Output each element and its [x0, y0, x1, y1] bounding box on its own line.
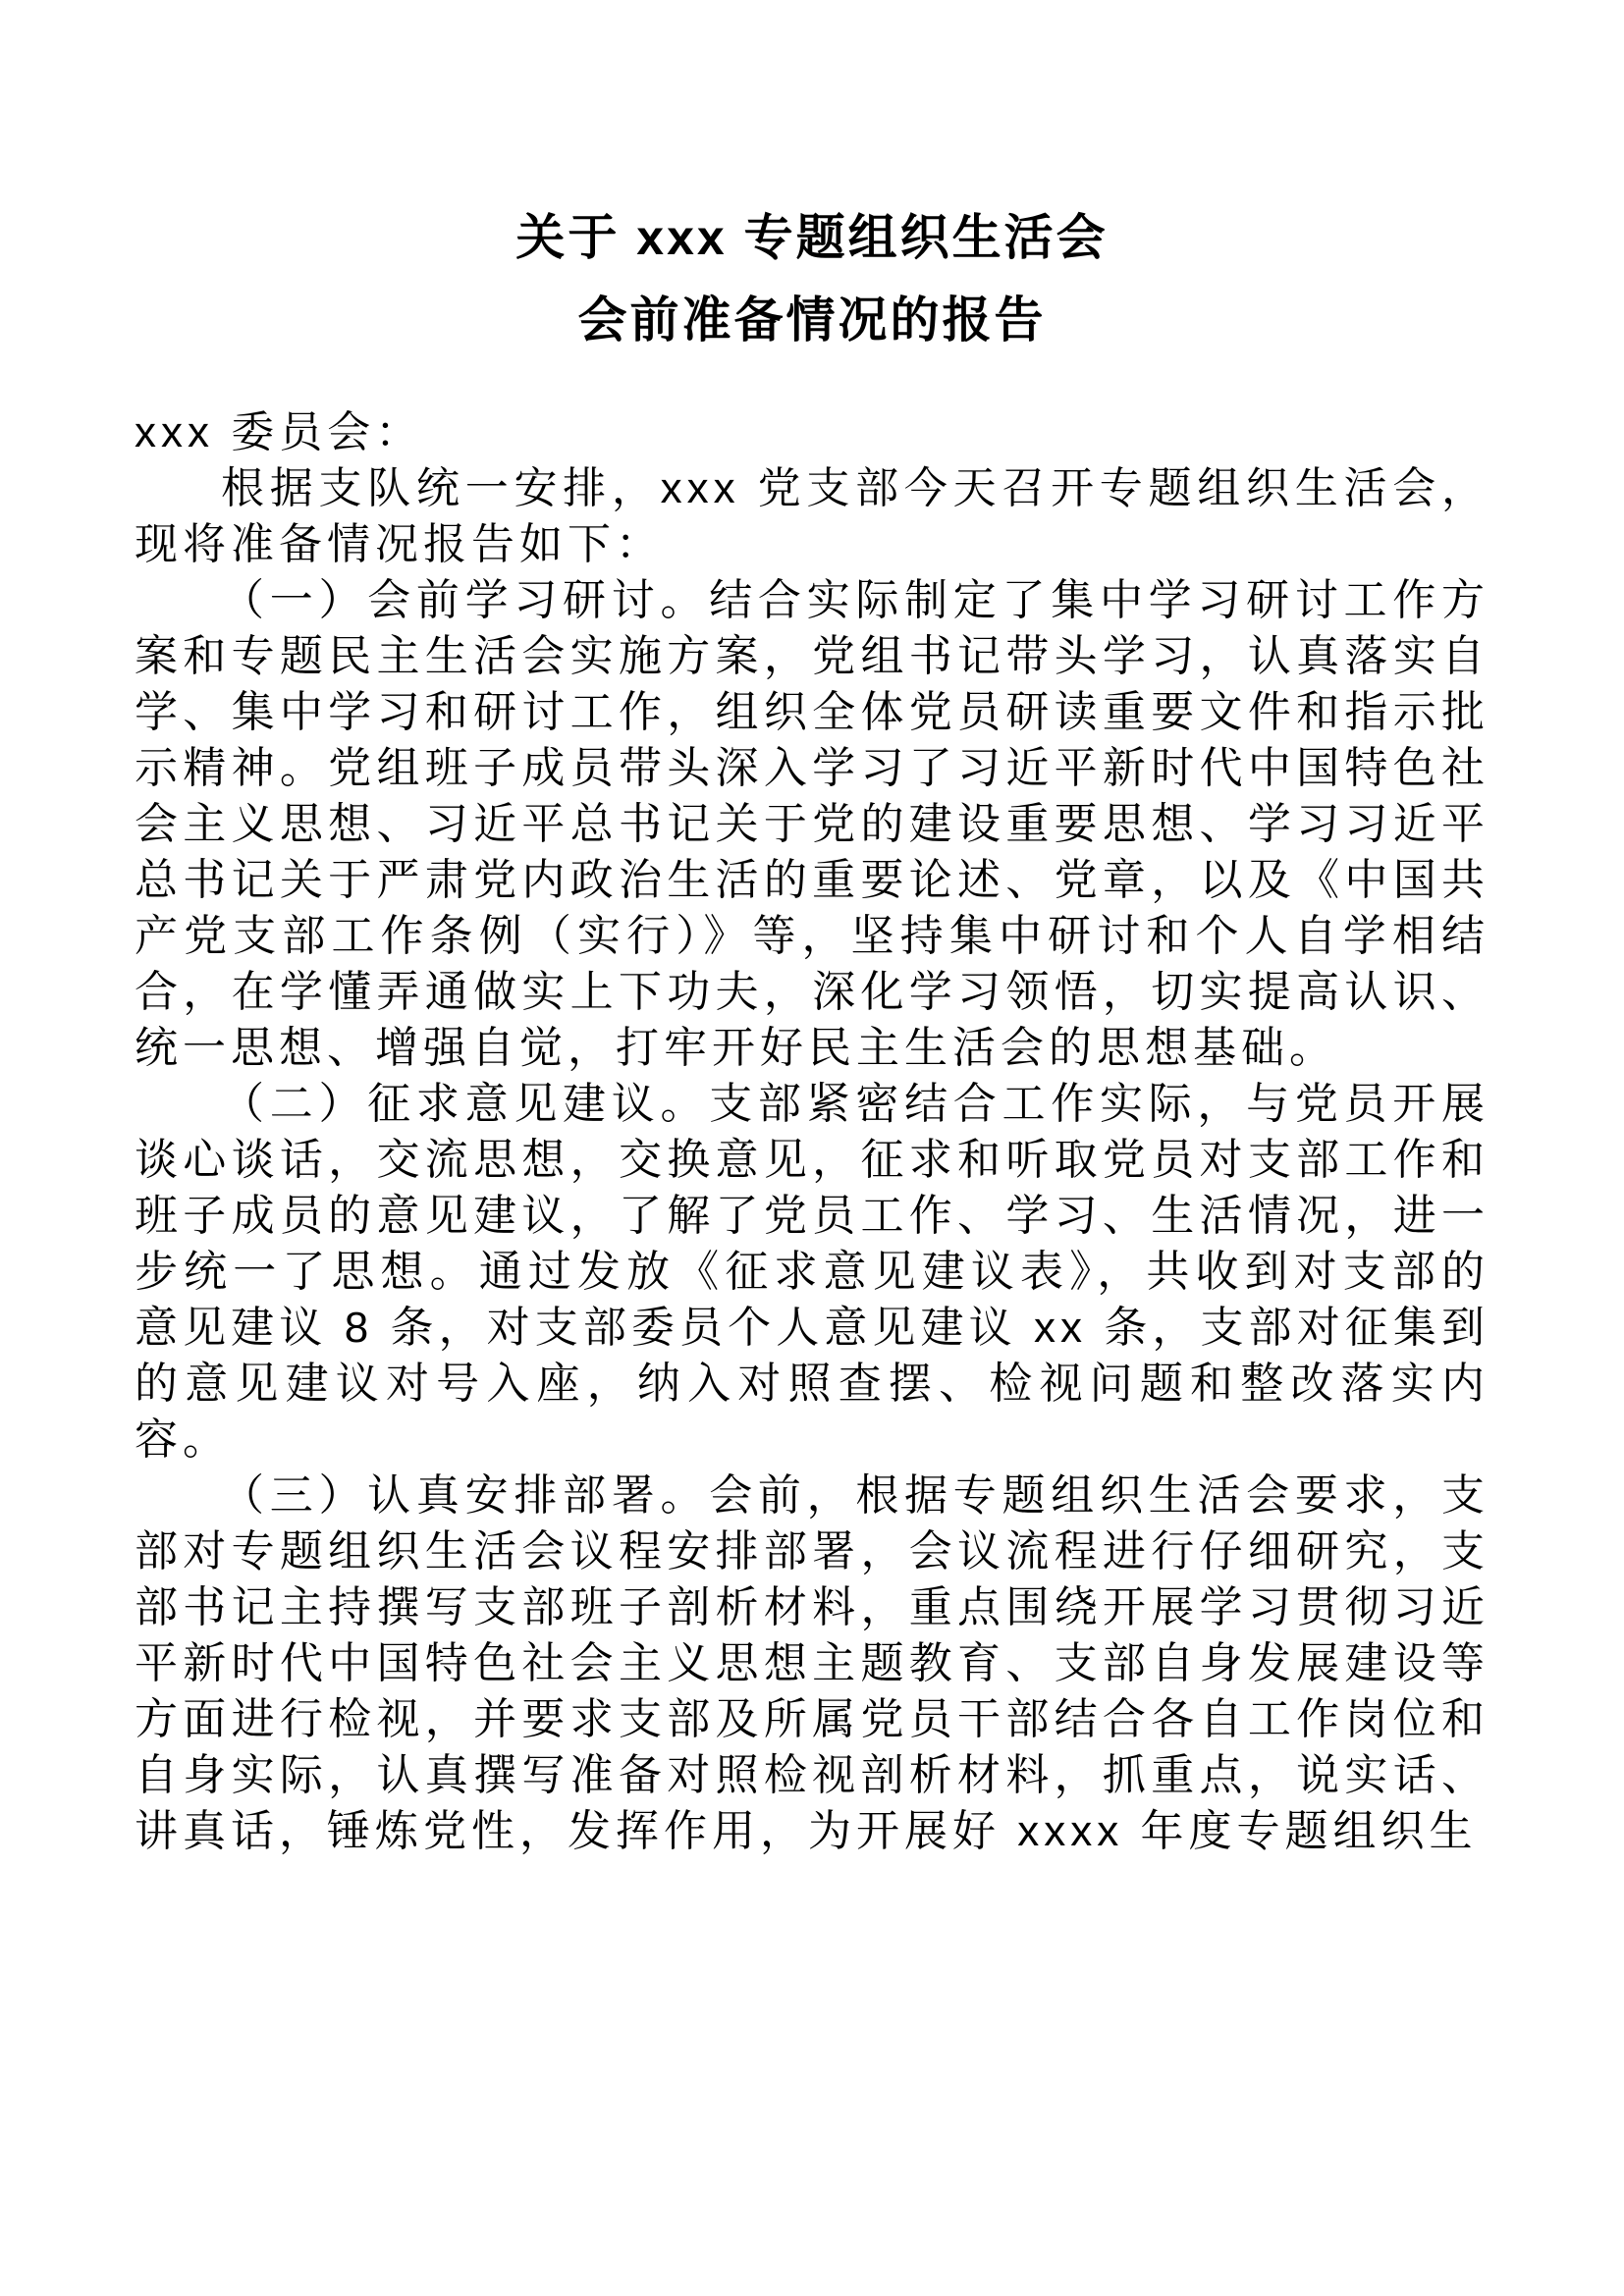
paragraph-section-3: （三）认真安排部署。会前，根据专题组织生活会要求，支部对专题组织生活会议程安排部署，会议流程进行仔细研究，支部书记主持撰写支部班子剖析材料，重点围绕开展学习贯彻习近平新时代中国特色社会主义思想主题教育、支部自身发展建设等方面进行检视，并要求支部及所属党员干部结合各自工作岗位和自身实际，认真撰写准备对照检视剖析材料，抓重点，说实话、讲真话，锤炼党性，发挥作用，为开展好 xxxx 年度专题组织生	[135, 1471, 1489, 1855]
paragraph-section-2: （二）征求意见建议。支部紧密结合工作实际，与党员开展谈心谈话，交流思想，交换意见，征求和听取党员对支部工作和班子成员的意见建议，了解了党员工作、学习、生活情况，进一步统一了思想。通过发放《征求意见建议表》，共收到对支部的意见建议 8 条，对支部委员个人意见建议 xx 条，支部对征集到的意见建议对号入座，纳入对照查摆、检视问题和整改落实内容。	[135, 1080, 1489, 1464]
doc-title-line-1: 关于 xxx 专题组织生活会	[515, 210, 1109, 265]
paragraph-intro: 根据支队统一安排，xxx 党支部今天召开专题组织生活会，现将准备情况报告如下：	[135, 464, 1489, 568]
paragraph-section-1: （一）会前学习研讨。结合实际制定了集中学习研讨工作方案和专题民主生活会实施方案，党组书记带头学习，认真落实自学、集中学习和研讨工作，组织全体党员研读重要文件和指示批示精神。党组班子成员带头深入学习了习近平新时代中国特色社会主义思想、习近平总书记关于党的建设重要思想、学习习近平总书记关于严肃党内政治生活的重要论述、党章，以及《中国共产党支部工作条例（实行）》等，坚持集中研讨和个人自学相结合，在学懂弄通做实上下功夫，深化学习领悟，切实提高认识、统一思想、增强自觉，打牢开好民主生活会的思想基础。	[135, 576, 1489, 1072]
document-body	[135, 404, 1489, 1859]
doc-title-line-2: 会前准备情况的报告	[577, 293, 1047, 347]
salutation: xxx 委员会：	[135, 408, 424, 456]
